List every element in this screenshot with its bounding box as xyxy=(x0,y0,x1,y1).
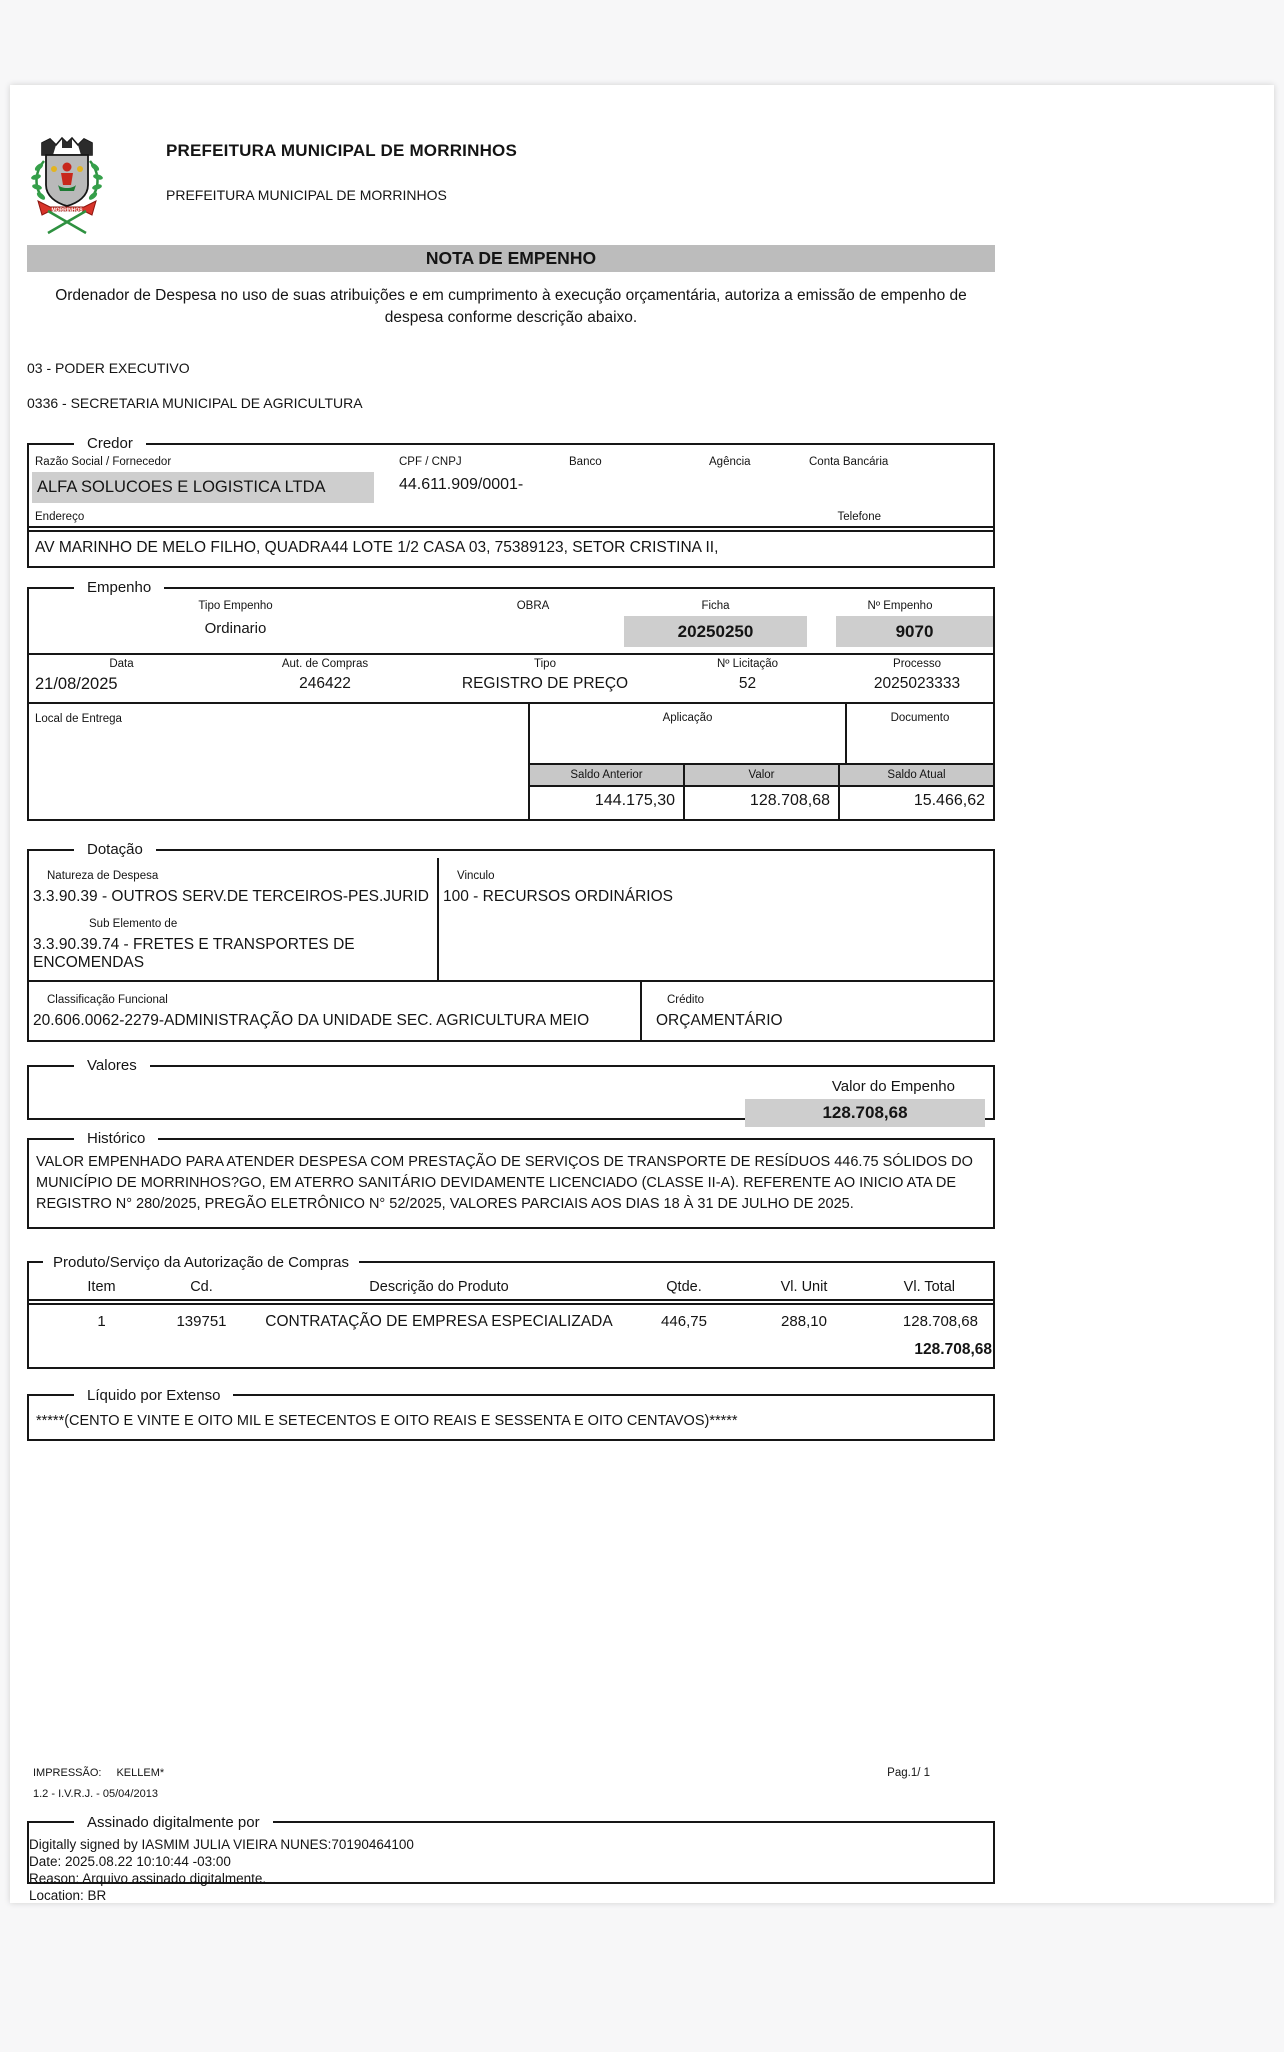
obra-value xyxy=(442,612,624,653)
banco-value xyxy=(569,468,709,503)
documento-cell xyxy=(847,704,993,763)
saldo-atual-header: Saldo Atual xyxy=(840,765,993,787)
tipo-value: REGISTRO DE PREÇO xyxy=(461,675,629,692)
endereco-value: AV MARINHO DE MELO FILHO, QUADRA44 LOTE 1/2 CASA 03, 75389123, SETOR CRISTINA II, xyxy=(29,526,993,566)
num-licitacao-value: 52 xyxy=(738,675,757,692)
valor-header: Valor xyxy=(685,765,840,787)
col-vl-unit: Vl. Unit xyxy=(780,1278,828,1295)
historico-section xyxy=(27,1130,995,1229)
assinatura-legend: Assinado digitalmente por xyxy=(87,1813,260,1831)
aut-compras-value: 246422 xyxy=(299,675,351,692)
document-title-bar: NOTA DE EMPENHO xyxy=(27,245,995,272)
empenho-row-3 xyxy=(29,704,993,819)
document-content xyxy=(27,85,995,1903)
cpf-cnpj-label: CPF / CNPJ xyxy=(399,456,462,468)
org-subtitle: PREFEITURA MUNICIPAL DE MORRINHOS xyxy=(166,187,447,203)
assinatura-text xyxy=(29,1836,993,1904)
signature-date: Date: 2025.08.22 10:10:44 -03:00 xyxy=(29,1853,231,1869)
header-titles xyxy=(166,133,517,237)
valor-empenho-label: Valor do Empenho xyxy=(831,1078,955,1095)
saldo-atual-value: 15.466,62 xyxy=(913,792,985,809)
dotacao-section xyxy=(27,841,995,1042)
dotacao-bottom-row xyxy=(29,982,993,1040)
sub-elemento-label: Sub Elemento de xyxy=(89,918,178,930)
credito-label: Crédito xyxy=(667,994,705,1006)
credor-fields xyxy=(29,452,993,503)
col-vl-total: Vl. Total xyxy=(903,1278,955,1295)
banco-label: Banco xyxy=(569,456,602,468)
ficha-value: 20250250 xyxy=(624,616,807,647)
local-entrega-label: Local de Entrega xyxy=(35,713,122,725)
document-page xyxy=(10,85,1274,1903)
valores-legend: Valores xyxy=(87,1057,137,1074)
credito-value: ORÇAMENTÁRIO xyxy=(656,1012,783,1029)
valores-section xyxy=(27,1057,995,1120)
agencia-label: Agência xyxy=(709,456,751,468)
aplicacao-cell xyxy=(530,704,847,763)
credito-cell xyxy=(642,982,993,1040)
col-cd: Cd. xyxy=(190,1278,213,1295)
cpf-cnpj-value: 44.611.909/0001- xyxy=(399,476,524,493)
document-header xyxy=(30,85,995,237)
num-empenho-value: 9070 xyxy=(836,616,993,647)
natureza-despesa-label: Natureza de Despesa xyxy=(47,870,159,882)
credor-legend: Credor xyxy=(87,435,133,452)
logo-banner-text: MORRINHOS xyxy=(51,207,83,214)
saldo-anterior-header: Saldo Anterior xyxy=(530,765,685,787)
coat-of-arms-logo xyxy=(30,133,104,237)
produto-table-header xyxy=(29,1271,993,1305)
saldo-header-row xyxy=(530,763,993,787)
org-name: PREFEITURA MUNICIPAL DE MORRINHOS xyxy=(166,141,518,160)
classificacao-funcional-value: 20.606.0062-2279-ADMINISTRAÇÃO DA UNIDADE SEC. AGRICULTURA MEIO xyxy=(33,1012,590,1029)
footer-row xyxy=(27,1767,995,1779)
saldo-values-row xyxy=(530,787,993,819)
col-descricao: Descrição do Produto xyxy=(369,1278,509,1295)
row-vl-unit: 288,10 xyxy=(781,1312,827,1330)
empenho-row-1 xyxy=(29,596,993,655)
tipo-empenho-value: Ordinario xyxy=(204,620,267,637)
endereco-label: Endereço xyxy=(35,511,85,523)
row-vl-total: 128.708,68 xyxy=(902,1312,978,1330)
valor-value: 128.708,68 xyxy=(685,787,840,819)
valores-inner xyxy=(29,1074,993,1127)
dotacao-top-row xyxy=(29,858,993,982)
impressao-label: IMPRESSÃO: xyxy=(33,1766,102,1779)
endereco-label-row xyxy=(29,511,993,526)
obra-label: OBRA xyxy=(516,600,550,612)
documento-label: Documento xyxy=(890,712,950,724)
row-cd: 139751 xyxy=(176,1312,227,1330)
local-entrega-cell xyxy=(29,704,530,819)
empenho-section xyxy=(27,579,995,821)
vinculo-label: Vinculo xyxy=(457,870,495,882)
row-qtde: 446,75 xyxy=(661,1312,707,1330)
credor-section xyxy=(27,435,995,568)
aplicacao-label: Aplicação xyxy=(662,712,713,724)
processo-value: 2025023333 xyxy=(873,675,961,692)
razao-social-label: Razão Social / Fornecedor xyxy=(35,456,172,468)
data-label: Data xyxy=(109,658,134,670)
intro-text: Ordenador de Despesa no uso de suas atribuições e em cumprimento à execução orçamentária, autoriza a emissão de empenho de despesa conforme descrição abaixo. xyxy=(55,287,967,326)
aplicacao-documento-row xyxy=(530,704,993,763)
historico-legend: Histórico xyxy=(87,1130,146,1147)
ficha-label: Ficha xyxy=(701,600,730,612)
sub-elemento-value: 3.3.90.39.74 - FRETES E TRANSPORTES DE ENCOMENDAS xyxy=(33,936,355,971)
saldo-anterior-value: 144.175,30 xyxy=(530,787,685,819)
row-descricao: CONTRATAÇÃO DE EMPRESA ESPECIALIZADA xyxy=(265,1312,613,1330)
impressao-operator: KELLEM* xyxy=(116,1766,165,1779)
unit-line-executive: 03 - PODER EXECUTIVO xyxy=(27,360,190,376)
tipo-empenho-label: Tipo Empenho xyxy=(198,600,273,612)
processo-label: Processo xyxy=(893,658,941,670)
agencia-value xyxy=(709,468,809,503)
vinculo-value: 100 - RECURSOS ORDINÁRIOS xyxy=(443,888,673,905)
system-version: 1.2 - I.V.R.J. - 05/04/2013 xyxy=(33,1787,158,1800)
data-value: 21/08/2025 xyxy=(35,675,118,693)
produto-total-value: 128.708,68 xyxy=(914,1340,992,1358)
produto-legend: Produto/Serviço da Autorização de Compras xyxy=(53,1253,349,1271)
row-item: 1 xyxy=(97,1312,106,1330)
dotacao-legend: Dotação xyxy=(87,841,143,858)
classificacao-funcional-cell xyxy=(29,982,642,1040)
signature-location: Location: BR xyxy=(29,1887,107,1903)
empenho-row-2 xyxy=(29,655,993,704)
produto-table-row xyxy=(29,1305,993,1331)
produto-section xyxy=(27,1254,995,1369)
col-item: Item xyxy=(87,1278,116,1295)
empenho-legend: Empenho xyxy=(87,579,152,596)
num-licitacao-label: Nº Licitação xyxy=(716,658,779,670)
assinatura-section xyxy=(27,1813,995,1903)
liquido-legend: Líquido por Extenso xyxy=(87,1386,221,1404)
num-empenho-label: Nº Empenho xyxy=(867,600,933,612)
aut-compras-label: Aut. de Compras xyxy=(281,658,369,670)
liquido-section xyxy=(27,1387,995,1441)
vinculo-cell xyxy=(439,858,993,980)
tipo-label: Tipo xyxy=(534,658,556,670)
natureza-despesa-value: 3.3.90.39 - OUTROS SERV.DE TERCEIROS-PES.JURID xyxy=(33,888,429,905)
historico-text: VALOR EMPENHADO PARA ATENDER DESPESA COM PRESTAÇÃO DE SERVIÇOS DE TRANSPORTE DE RESÍDUOS 446.75 SÓLIDOS DO MUNICÍPIO DE MORRINHOS?GO, EM ATERRO SANITÁRIO DEVIDAMENTE LICENCIADO (CLASSE II-A). REFERENTE AO INICIO ATA DE REGISTRO N° 280/2025, PREGÃO ELETRÔNICO N° 52/2025, VALORES PARCIAIS AOS DIAS 18 À 31 DE JULHO DE 2025. xyxy=(36,1154,973,1212)
signature-reason: Reason: Arquivo assinado digitalmente. xyxy=(29,1870,267,1886)
razao-social-value: ALFA SOLUCOES E LOGISTICA LTDA xyxy=(32,472,374,503)
classificacao-funcional-label: Classificação Funcional xyxy=(47,994,168,1006)
conta-bancaria-value xyxy=(809,468,993,503)
unit-line-secretariat: 0336 - SECRETARIA MUNICIPAL DE AGRICULTURA xyxy=(27,395,363,411)
valor-empenho-value: 128.708,68 xyxy=(745,1099,985,1127)
col-qtde: Qtde. xyxy=(666,1278,702,1295)
conta-bancaria-label: Conta Bancária xyxy=(809,456,889,468)
liquido-text: *****(CENTO E VINTE E OITO MIL E SETECENTOS E OITO REAIS E SESSENTA E OITO CENTAVOS)***** xyxy=(36,1412,738,1429)
telefone-label: Telefone xyxy=(837,511,881,523)
page-indicator: Pag.1/ 1 xyxy=(887,1766,930,1779)
empenho-right-area xyxy=(530,704,993,819)
natureza-despesa-cell xyxy=(29,858,439,980)
signature-signer: Digitally signed by IASMIM JULIA VIEIRA NUNES:70190464100 xyxy=(29,1836,414,1852)
